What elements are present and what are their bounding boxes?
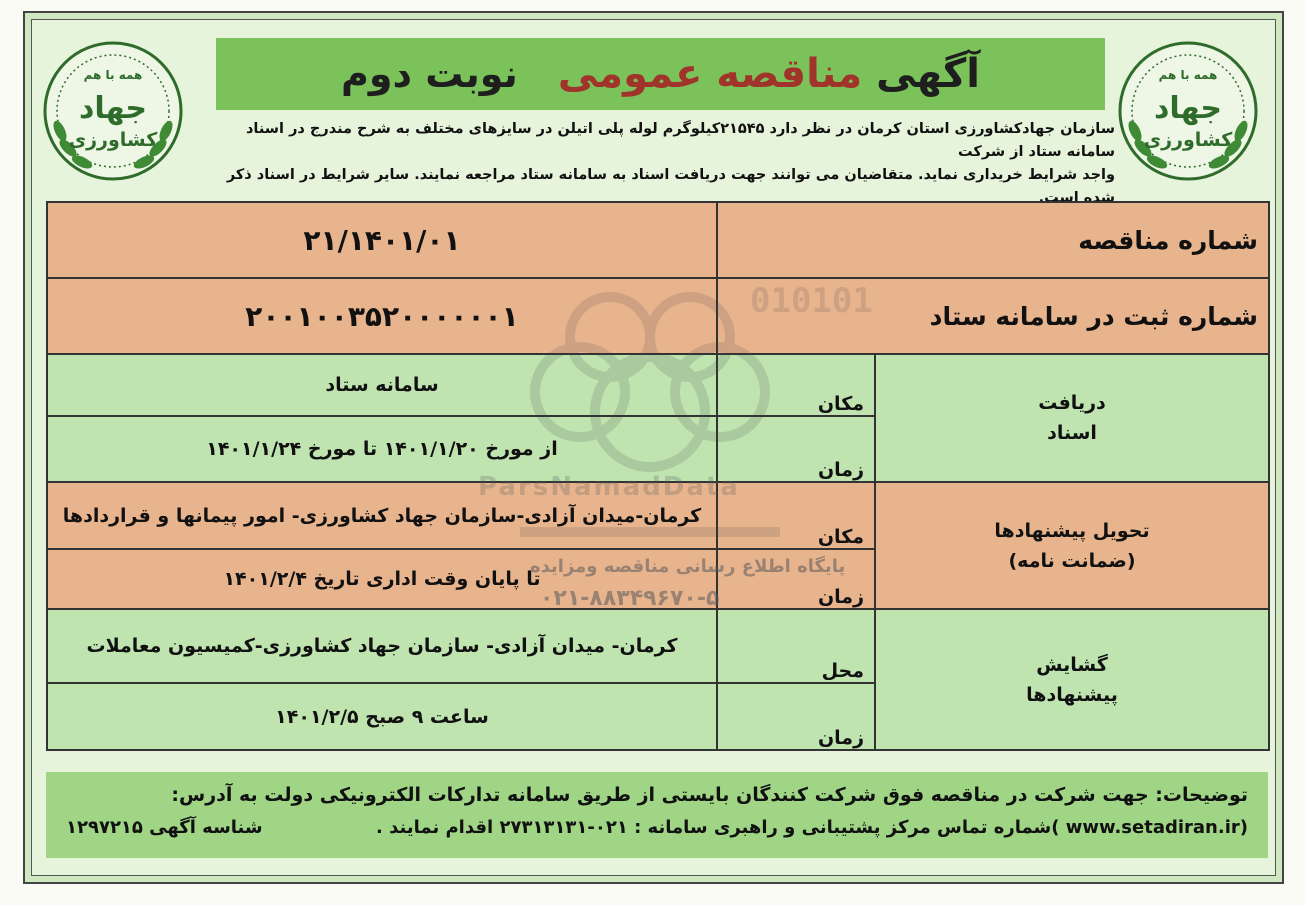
jahad-logo-right: [1113, 36, 1263, 186]
opening-time-value: ساعت ۹ صبح ۱۴۰۱/۲/۵: [47, 683, 717, 750]
docs-time-value: از مورخ ۱۴۰۱/۱/۲۰ تا مورخ ۱۴۰۱/۱/۲۴: [47, 416, 717, 482]
logo-right-line2: جهاد: [1153, 91, 1223, 126]
ad-title: [558, 51, 980, 97]
table-row: [47, 482, 1269, 549]
opening-group-line2: پیشنهادها: [1026, 683, 1118, 706]
setad-number-label: شماره ثبت در سامانه ستاد: [717, 278, 1269, 354]
ad-title-highlight: مناقصه عمومی: [557, 51, 863, 97]
footer-line-2: (www.setadiran.ir )شماره تماس مرکز پشتیبانی و راهبری سامانه : ۰۲۱-۲۷۳۱۳۱۳۱ اقدام نمایند .: [376, 817, 1248, 838]
docs-group-label: [875, 354, 1269, 482]
table-row: [47, 202, 1269, 278]
title-banner: [216, 38, 1105, 110]
opening-group-label: [875, 609, 1269, 750]
delivery-group-line1: تحویل پیشنهادها: [994, 519, 1150, 542]
intro-line-2: واجد شرایط خریداری نماید. متقاضیان می توانند جهت دریافت اسناد به سامانه ستاد مراجعه نمایند. سایر شرایط در اسناد ذکر شده است.: [226, 167, 1115, 206]
tender-number-label: شماره مناقصه: [717, 202, 1269, 278]
opening-group-line1: گشایش: [1036, 653, 1108, 676]
logo-left-line1: همه با هم: [83, 68, 143, 82]
watermark-phone: ۰۲۱-۸۸۳۴۹۶۷۰-۵: [540, 586, 720, 611]
footer-line-1: توضیحات: جهت شرکت در مناقصه فوق شرکت کنندگان بایستی از طریق سامانه تدارکات الکترونیکی دولت به آدرس:: [171, 784, 1248, 806]
logo-right-line3: کشاورزی: [1143, 129, 1233, 151]
watermark-site-line: پایگاه اطلاع رسانی مناقصه ومزایده: [530, 556, 846, 577]
table-row: [47, 609, 1269, 683]
opening-place-value: کرمان- میدان آزادی- سازمان جهاد کشاورزی-کمیسیون معاملات: [47, 609, 717, 683]
table-row: [47, 278, 1269, 354]
docs-group-line1: دریافت: [1038, 392, 1106, 414]
delivery-group-line2: (ضمانت نامه): [1008, 549, 1136, 572]
round-label: نوبت دوم: [341, 52, 518, 96]
ad-title-prefix: آگهی: [876, 51, 980, 97]
logo-right-line1: همه با هم: [1158, 68, 1218, 82]
ad-id: شناسه آگهی ۱۲۹۷۲۱۵: [66, 817, 263, 838]
setad-number-value: ۲۰۰۱۰۰۳۵۲۰۰۰۰۰۰۱: [47, 278, 717, 354]
delivery-place-value: کرمان-میدان آزادی-سازمان جهاد کشاورزی- امور پیمانها و قراردادها: [47, 482, 717, 549]
logo-left-line3: کشاورزی: [68, 129, 158, 151]
tender-number-value: ۲۱/۱۴۰۱/۰۱: [47, 202, 717, 278]
logo-left-line2: جهاد: [78, 91, 148, 126]
delivery-group-label: [875, 482, 1269, 609]
footer-line-2-row: [66, 812, 1248, 844]
delivery-place-label: مکان: [717, 482, 875, 549]
delivery-time-label: زمان: [717, 549, 875, 609]
docs-group-line2: اسناد: [1047, 422, 1097, 444]
jahad-logo-left: [38, 36, 188, 186]
docs-place-label: مکان: [717, 354, 875, 416]
tender-details-table: [46, 201, 1270, 751]
delivery-time-value: تا پایان وقت اداری تاریخ ۱۴۰۱/۲/۴: [47, 549, 717, 609]
docs-time-label: زمان: [717, 416, 875, 482]
intro-paragraph: [205, 118, 1115, 210]
docs-place-value: سامانه ستاد: [47, 354, 717, 416]
watermark-brand: ParsNamadData: [478, 472, 740, 502]
notes-footer: [46, 772, 1268, 858]
table-row: [47, 354, 1269, 416]
intro-line-1: سازمان جهادکشاورزی استان کرمان در نظر دارد ۲۱۵۴۵کیلوگرم لوله پلی اتیلن در سایزهای مختلف به شرح مندرج در اسناد سامانه ستاد از شرکت: [245, 121, 1115, 160]
opening-time-label: زمان: [717, 683, 875, 750]
opening-place-label: محل: [717, 609, 875, 683]
